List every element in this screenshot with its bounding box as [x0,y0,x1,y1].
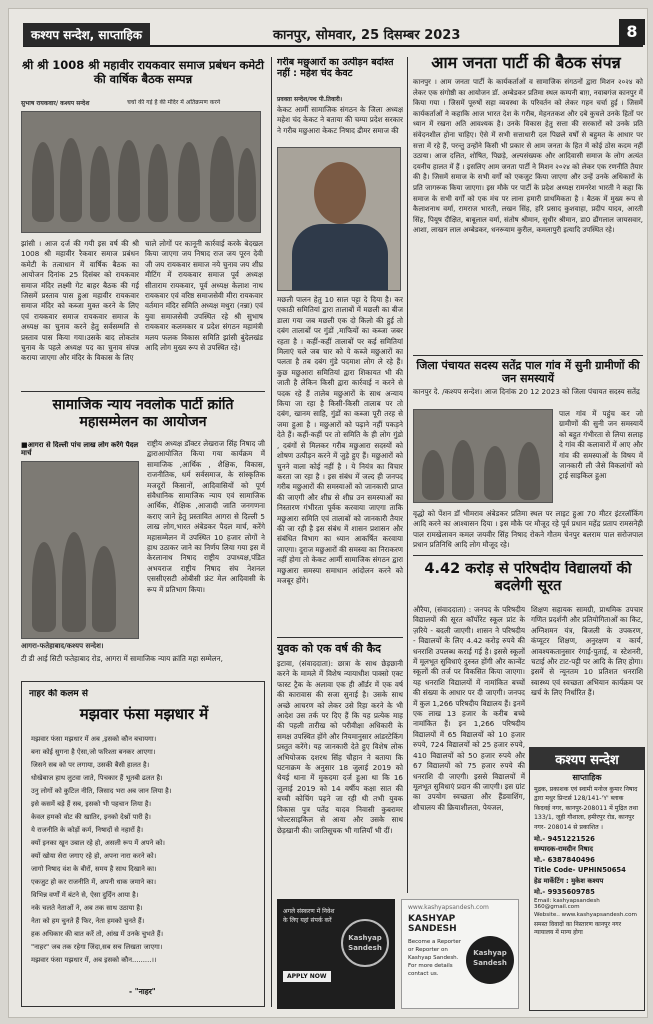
page-header [23,19,643,47]
poem-line: उनु लोगों को कुटिल नीति, जिसाद भरा अब जान लिया है। [31,787,172,795]
poem-line: केवल हमको वोट की खातिर, इनको देश्नों पारी है। [31,813,151,821]
poem-line: हक अधिकार की बात करें तो, आंख में उनके चुभते हैं। [31,930,164,938]
ad-text: Become a Reporter or Reporter on Kashyap Sandesh. For more details contact us. [408,939,462,977]
article-body: चाले लोगों पर कानूनी कार्रवाई करके बेदखल किया जाएगा जय निषाद राज जय पूरन देवी जी जय रायकवार समाज नये चुनाव जय शीघ्र मीटिंग में रायकवार समाज पूर्व अध्यक्ष सीताराम रायकवार, पूर्व अध्यक्ष केलाश नाथ रायकवार एवं वरिष्ठ समाजसेवी मीरा रायकवार वर्तमान मंदिर समिति अध्यक्ष मथुरा (नन्ना) एवं युवा समाजसेवी उपस्थित रहे श्री सुभाष रायकवार कलमकार व प्रदेश संगठन महामंत्री मलय फलक विकास समिति झांसी बुंदेलखंड आदि लोग मुख्य रूप से उपस्थित रहे। [145,239,263,353]
poem-line: क्यों खोया सेरा जगाए रहे हो, अपना नारा करने को। [31,852,157,860]
article-body: शिक्षण सहायक सामग्री, प्राथमिक उपचार गणित प्रदर्शनी और प्रतियोगिताओं का किट, अग्निशमन यंत्र, बिजली के उपकरण, कंप्यूटर शिक्षण, अनुरक्षण व कार्य, आवश्यकतानुसार रंगाई-पुताई, व स्टेशनरी, चटाई और टाट-पट्टी पर आदि के लिए होगा। इसमें से न्यूनतम 10 प्रतिशत धनराशि स्वास्थ्य एवं स्वच्छता अभियान कार्यक्रम पर खर्च के लिए निर्धारित हैं। [531,605,643,698]
article-credit: सुभाष रायकवार/ कश्यप सन्देश [21,100,90,107]
article-body: इटावा, (संवाददाता): छात्रा के साथ छेड़छानी करने के मामले में विशेष न्यायाधीश पाक्सो एक्ट फास्ट ट्रैक के अलावा एक ही ऑर्डर में एक वर्ष की कारावास की सजा सुनाई है। उसके साथ अच्छे आचरण को लेकर उसे रिहा करने के भी आदेश उस तर्क पर दिए हैं कि यह प्रत्येक माह की पहली तारीख को परीवीक्षा अधिकारी के समक्ष उपस्थित होंगे और नियमानुसार आंडरटेकिंग प्रस्तुत करेंगे। यह जानकारी देते हुए विशेष लोक अभियोजक दशरथ सिंह चौहान ने बताया कि घटनाक्रम के अनुसार 18 जुलाई 2019 को थैयई थाना में मुकदमा दर्ज हुआ था कि 16 जुलाई 2019 को 14 वर्षीय कक्षा सात की बच्ची कोचिंग पढ़ने जा रही थी तभी युवक विकास पुत्र पतेंद्र यादव निवासी कुबरामर भोल्टसाइकिल से आया और उसके साथ छेड़खानी की। जातिसूचक भी गालियाँ भी दीं। [277,659,403,835]
village-meeting-photo [413,409,553,503]
column-divider [271,57,272,1007]
apply-now-button[interactable]: APPLY NOW [283,971,331,982]
article-body: कानपुर । आम जनता पार्टी के कार्यकर्ताओं व सामाजिक संगठनों द्वारा मिशन २०२४ को लेकर एक संगोष्ठी का आयोजन डॉ. अम्बेडकर प्रतिमा स्थल कम्पनी बाग़, नवाबगंज कानपुर में किया गया । जिसमें पूरुषों सहा व्यवस्था के परिवर्तन को लेकर गहन चर्चा हुई । जिसमें कार्यकर्ताओं ने कहाकि आज भारत देश के गरीब, मेहनतकश और दबे कुचले उनके हितों पर ध्यान में रखना अति आवश्यक है। उनके विकास हेतु सत्ता की सरकारों को उनके प्रति संवेदनशील होना चाहिए। ऐसे में सभी सत्ताधारी दल पिछले वर्षों से बहुमत के आधार पर सत्ता में रहे हैं, परन्तु उन्होंने किसी भी प्रकार से आम जनता के हित में कोई ठोस कदम नहीं उठाया। आज दलित, शोषित, पिछड़े, अल्पसंख्यक और आदिवासी समाज के लोग अत्यंत दयनीय हालत में हैं । इसलिए आम जनता पार्टी ने मिशन २०२४ को लेकर एक रणनीति तैयार की है। जिसमें समाज के सभी वर्गों को एकजुट किया जाएगा और उन्हें उनके अधिकारों के प्रति जागरूक किया जाएगा। इस मौके पर पार्टी के प्रदेश अध्यक्ष रामनरेश भारती ने कहा कि समाज के सभी वर्गों को एक मंच पर लाना हमारी प्राथमिकता है । बैठक में मुख्य रूप से कैलाशनाथ वर्मा, रामराज भारती, लखन सिंह, हरि प्रसाद कुशवाहा, प्रदीप यादव, आरती सिंह, पियूष दीक्षित, बाबूलाल वर्मा, संतोष श्रीमान, सुधीर श्रीमान, डा0 ढौंगलाल जायसवार, आशा, लाखन लाल अम्बेडकर, धनरूयाम कुरील, कमलापुरी इत्यादि उपस्थित रहे। [413,78,643,235]
divider [277,637,403,638]
ad-logo: Kashyap Sandesh [466,936,514,984]
article-headline: युवक को एक वर्ष की कैद [277,642,381,655]
ad-logo: Kashyap Sandesh [341,919,389,967]
article-headline: जिला पंचायत सदस्य सतेंद्र पाल गांव में सुनी ग्रामीणों की जन समस्यायें [416,359,640,386]
masthead-email: Email: kashyapsandesh 360@gmail.com [534,898,600,911]
article-body: केकट आर्मी सामाजिक संगठन के जिला अध्यक्ष महेश चंद केकट ने बताया की चम्पा प्रदेश सरकार ने गरीब मछुआरा केकट निषाद ढीमर समाज की [277,105,403,135]
poem-line: मझवार फंसा मझधार में, अब इसको कौन.........।। [31,956,157,964]
article-body: मछली पालन हेतु 10 साल पट्टा दे दिया है। कर एकाठी समितियां द्वारा तालाबों में मछली का बीज डाला गया जब मछली एक दो किलो की हुई तो दबंग तालाबों पर गुंडों ,माफियों का कब्जा जबर रहता है । कहीं-कहीं तालाबों पर कई समितियां मिलाएं चले जब चार को ये कब्जे मछुआरों का पलता है तब दबंग गुंडे पदमाश लोग ले रहे हैं। कुछ मछुआरा समितियां द्वारा शिकायत भी की जाती है लेकिन किसी द्वारा कार्रवाई न करने से पदक रहे हैं तालेब मछुआरों के साथ अन्याय किया जा रहा है किसी-किसी तालाब पर तो दबंग, खानम साहि, गुंडों का कब्जा पूरी तरह से जमा हुआ है । मछुआरों को पढ़ाने नहीं पकड़ने देते हैं। कहीं-कहीं पर तो समिति के ही लोग गुंडो , दबंगों से मिलकर गरीब मछुआरा सदस्यों को शोषण उत्पीड़न करने में जुड़े हुए हैं। मछुआरों को चुनने वाला कोई नहीं है । ये नियंत्र का विचार करता जा रहा है । इस संबंध में जल्द ही जनपद गरीब मछुआरों की समस्याओं को जानकारी प्राप्त की जाएगी और शीघ्र से शीघ्र उन समस्याओं का निस्तारण गंभीरता पूर्वक करवाया जाएगा ताकि मछुआरा समिति एवं तालाबों को जानकारी तैयार की जा रही है इस संबंध में शासन प्रशासन और संबंधित विभाग का ध्यान आकर्षित करवाया जाएगा। दुराज मछुआरों की समस्या का निराकरण नहीं होगा तो केकट आर्मी सामाजिक संगठन द्वारा मछुआरा समस्या समाधान आंदोलन करने को मजबूर होंगे। [277,295,403,585]
poem-line: "नाहर" जब तक रहेगा जिंदा,सब सच लिखता जाएगा। [31,943,163,951]
article-body: पाल गांव में पहुंच कर जो ग्रामीणों की सुनी जन समस्यायें को बहुत गंभीरता से लिया सलाह दे गांव की कलावारों में आए और गांव की समस्याओं के विषय में जानकारी ली जैसे विकलांगों को ट्राई साइकिल हुआ [559,409,643,481]
masthead-website: Website.. www.kashyapsandesh.com [534,912,638,919]
article-body: कानपुर दे. /कश्यप सन्देश। आज दिनांक 20 12 2023 को जिला पंचायत सदस्य सतेंद्र [413,387,640,396]
article-body: औरैया, (संवाददाता) : जनपद के परिषदीय विद्यालयों की सूरत कॉर्पोरेट स्कूल प्रांट के ज़रिये - बदली जाएगी। शासन ने परिषदीय - विद्यालयों के लिए 4.42 करोड़ रुपये की धनराशि उपलब्ध कराई गई है। इससे स्कूलों में मूलभूत सुविधाएं दुरुस्त होंगी और कान्वेंट स्कूलों की तर्ज पर विकसित किया जाएगा। यह धनराशि विद्यालयों में नामांकित बच्चों की संख्या के आधार पर दी जाएगी। जनपद में कुल 1,266 परिषदीय विद्यालय हैं। इनमें एक लाख 13 हजार के करीब बच्चे नामांकित हैं। इन 1,266 परिषदीय विद्यालयों में 65 विद्यालयों को 10 हजार रुपये, 724 विद्यालयों को 25 हजार रुपये, 410 विद्यालयों को 50 हजार रुपये और 67 विद्यालयों को 75 हजार रुपये की धनराशि दी जाएगी। इससे विद्यालयों में मूलभूत सुविधाएं प्रदान की जाएगी। इस ग्रांट का उपयोग स्वच्छता और हैंडवाशिंग, शौचालय की क्रियाशीलता, पेयजल, [413,605,525,812]
poem-line: बना कोई सुगना है ऐसा,जो फरिश्ता बनकर आएगा। [31,748,156,756]
poem-line: जिसने सब को पर लगाया, उसकी बैसी हालत है। [31,761,150,769]
article-headline: गरीब मछुआरों का उत्पीड़न बर्दाश्त नहीं : महेश चंद केवट [277,57,394,80]
divider [413,355,643,356]
ad-title: KASHYAP SANDESH [408,914,457,934]
poem-line: मझवार फंसा मझधार में अब ,इसको कौन बचायगा। [31,735,157,743]
poem-line: एकजुट हो कर राजनीति में, अपनी धाक जमाने का। [31,878,157,886]
masthead-subtitle: साप्ताहिक [572,773,602,782]
masthead-title-code: Title Code- UPHIN50654 [534,866,626,875]
article-headline: आम जनता पार्टी की बैठक संपन्न [431,53,621,72]
poem-line: विभिन्न वर्णों में बंटने से, ऐसा दुर्दिन आया है। [31,891,139,899]
poem-line: नके चलते नेताओं ने, अब तक साथ उठाया है। [31,904,143,912]
advertisement [277,899,395,1009]
article-body: टी डी आई सिटी फतेहाबाद रोड, आगरा में सामाजिक न्याय क्रांति महा सम्मेलन, [21,654,223,663]
poem-line: इसे कसमें बड़े हैं सब, इसको भी पहचान लिया है। [31,800,152,808]
masthead-marketing: हेड मार्केटिंग : मुकेश कश्यप [534,877,604,886]
masthead-imprint: मुद्रक, प्रकाशक एवं स्वामी मनोज कुमार निषाद द्वारा मधुर प्रिन्टर्स 128/141-'Y' ब्लाक किदवई नगर, कानपुर-208011 में मुद्रित तथा 133/1, जूही गौशाला, हमीरपुर रोड, कानपुर नगर- 208014 से प्रकाशित । [534,786,638,831]
header-dateline: कानपुर, सोमवार, 25 दिसम्बर 2023 [273,28,461,43]
masthead-jurisdiction: समस्त विवादों का निस्तारण कानपुर नगर न्यायालय में मान्य होगा [534,921,622,937]
article-headline: श्री श्री 1008 श्री महावीर रायकवार समाज प्रबंधन कमेटी की वार्षिक बैठक सम्पन्न [22,59,264,86]
masthead-mobile: मो.- 9451221526 [534,835,595,844]
masthead-marketing-mobile: मो.- 9935609785 [534,888,595,897]
header-publication: कश्यप सन्देश, साप्ताहिक [23,23,150,46]
article-body: झांसी । आज दर्ज की गयी इस वर्ष की श्री 1008 श्री महावीर रैकवार समाज प्रबंधन कमेटी के तत्वाधान में वार्षिक बैठक का आयोजन दिनांक 25 दिसंबर को रायकवार समाज मंदिर लक्ष्मी गेट बाहर बैठक की गई जिसमें प्रस्ताव पास हुआ महावीर रायकवार समाज मंदिर को कब्जा मुक्त करने के लिए एवं रायकवार समाज रायकवार समाज के अध्यक्ष का चुनाव करने हेतु सर्वसम्मति से प्रस्ताव पास किया गया।उसके बाद लोकतंत्र चुनाव के पहले अध्यक्ष पद का चुनाव संपन्न कराया जाएगा और मंदिर के विकास के लिए [21,239,139,363]
poem-line: ये राजनीति के कोड़ों कर्म, निषादों से नहारों है। [31,826,144,834]
article-kicker: ■आगरा से दिल्ली पांच लाख लोग करेंगे पैदल मार्च [21,441,139,458]
divider [413,555,643,556]
masthead-box [529,747,645,1011]
newspaper-page [8,8,648,1018]
divider [21,391,265,392]
poem-line: नेता को हम चुनते हैं फिर, नेता हमको चुनते हैं। [31,917,145,925]
page-number: 8 [619,19,645,45]
photo-caption: चर्चा की गई है की मंदिर में अतिक्रमण करने [127,99,221,106]
masthead-editor-mobile: मो.- 6387840496 [534,856,595,865]
advertisement [401,899,519,1009]
article-credit: आगरा-फतेहाबाद/कश्यप सन्देश। [21,642,104,650]
rally-photo [21,461,139,639]
poem-line: क्यों इनका खून उबाल रहे हो, असली रूप में अपने को। [31,839,166,847]
article-headline: 4.42 करोड़ से परिषदीय विद्यालयों की बदलेगी सूरत [424,561,632,595]
ad-website: www.kashyapsandesh.com [408,904,489,911]
article-headline: सामाजिक न्याय नवलोक पार्टी क्रांति महासम्मेलन का आयोजन [52,397,234,430]
meeting-photo [21,111,261,233]
masthead-editor: सम्पादक-रामदीन निषाद [534,845,593,854]
poem-lines [31,733,259,977]
poem-signature: - "नाहर" [129,987,156,996]
article-body: राष्ट्रीय अध्यक्ष डॉक्टर लेखराज सिंह निषाद जी द्वाराआयोजित किया गया कार्यक्रम में सामाजिक ,आर्थिक , शैक्षिक, विकास, राजनीतिक, धर्म सर्वसमाज, के सांस्कृतिक मजदूरों किसानों, आदिवासियों को पूर्ण संवैधानिक सामाजिक न्याय एवं सामाजिक आर्थिक, शैक्षिक ,आजादी जाति जनगणना कराए जाने हेतु प्रस्तावित आगरा से दिल्ली 5 लाख लोग,भारत अंबेडकर पैदल मार्च, करेंगे महासम्मेलन में उपस्थित 10 हजार लोगों ने हाथ उठाकर जाने का निर्णय लिया गया इस में केरलानाथ निषाद राष्ट्रीय उपाध्यक्ष,पंडित अभयराज राष्ट्रीय निषाद संघ नेशनल एससीएसटी ओबीसी फ्रंट मेल आदिवासी के रूप में प्रतिभाग किया। [147,439,265,594]
poem-line: जागो निषाद वंश के बीरों, समय है साथ दिखाने का। [31,865,157,873]
poem-line: धोखेबाज हाथ लुटवा जाते, पिचकार हैं भूतबी ढलत है। [31,774,163,782]
ad-text: अगले संस्करण में निवेश के लिए यहां संपर्क करें [283,908,335,924]
article-credit: प्रवक्ता सन्देश/पथ पी.तिवारी। [277,96,343,103]
portrait-photo [277,147,401,291]
masthead-title: कश्यप सन्देश [530,748,644,770]
poem-title: मझवार फंसा मझधार में [79,705,209,723]
column-divider [407,57,408,893]
poem-kicker: नाहर की कलम से [29,689,88,699]
article-body: वृद्धो को पेंशन डॉ भीमराव अंबेडकर प्रतिमा स्थल पर लाइट हुआ 70 मीटर इंटरलॉकिंग आदि करने का आश्वासन दिया । इस मौके पर मौजूद रहे पूर्व प्रधान महेंद्र प्रताप रामसनेही पाल रामखेलावन कमल जयवीर सिंह निषाद रोकने गौतम चेनपुर बलराम पाल सरोजपाल प्रधान प्रतिनिधि आदि लोग मौजूद रहे। [413,509,643,550]
